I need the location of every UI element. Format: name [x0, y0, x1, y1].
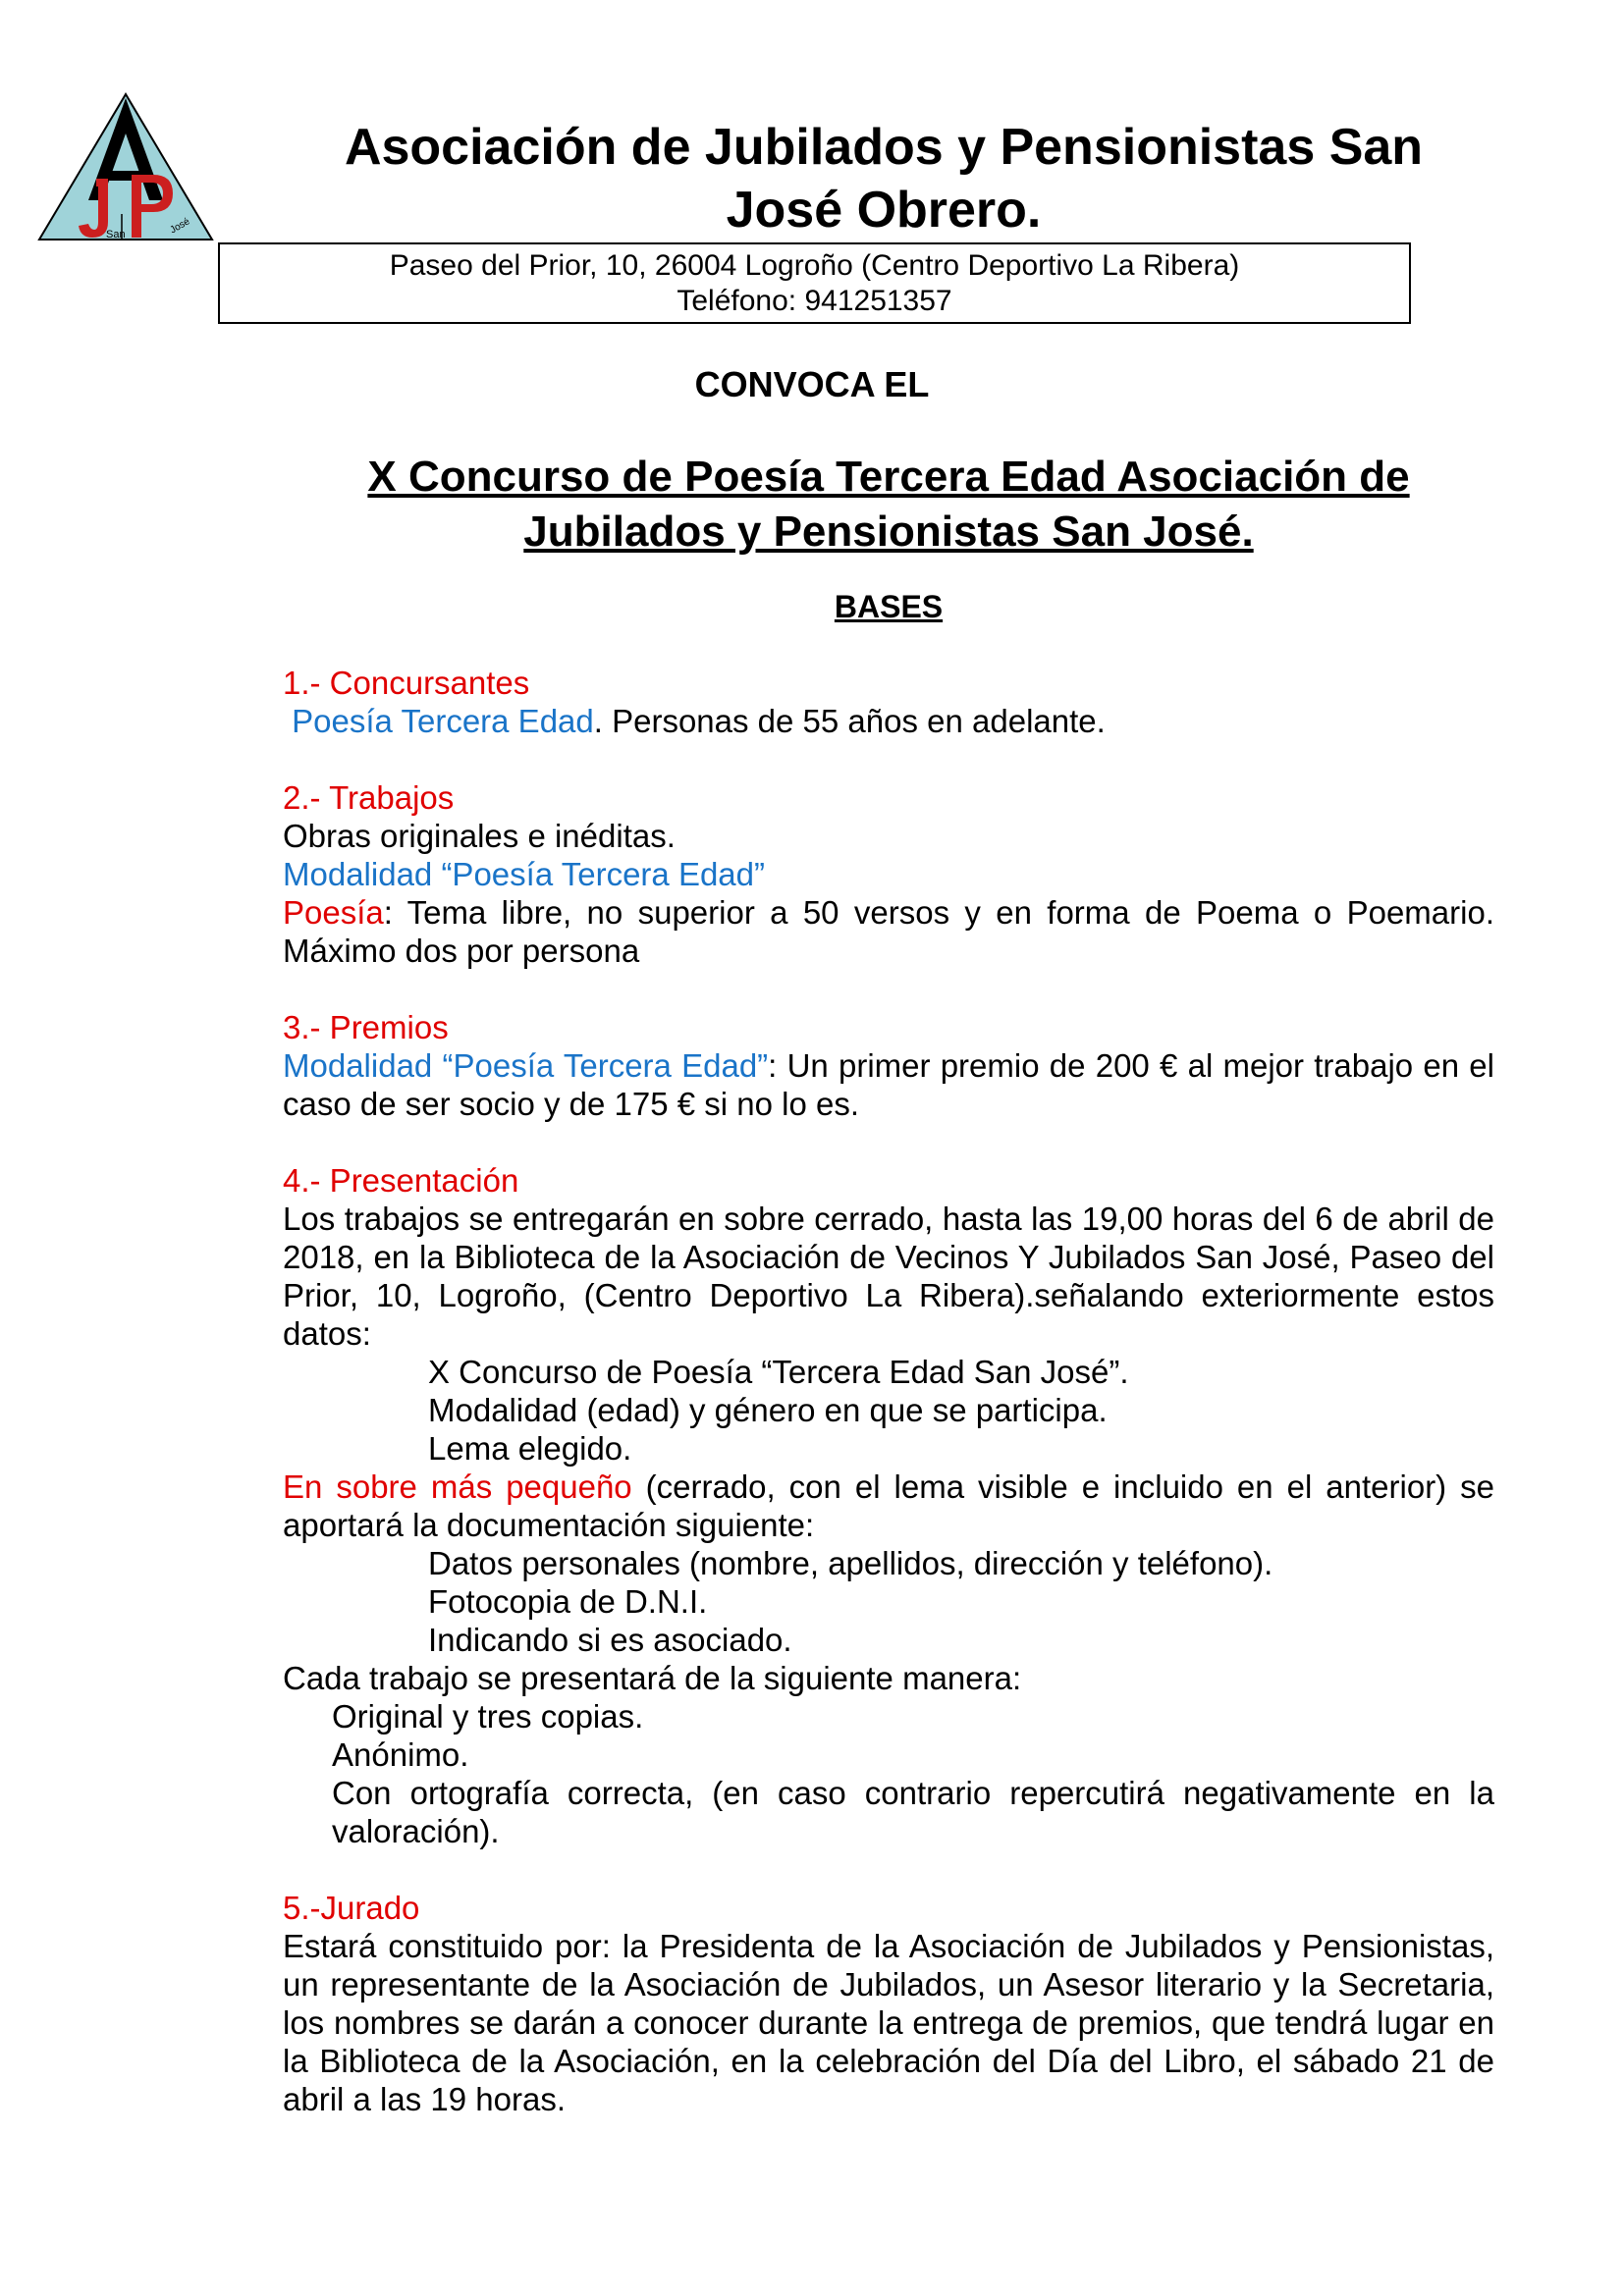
section-presentacion — [283, 1161, 1494, 1850]
data-item: Lema elegido. — [428, 1430, 632, 1467]
section-heading: 1.- Concursantes — [283, 665, 530, 701]
convoca-heading: CONVOCA EL — [694, 364, 930, 404]
contest-title-line1: X Concurso de Poesía Tercera Edad Asociación de — [367, 453, 1410, 501]
section-concursantes — [283, 664, 1494, 740]
section-heading: 2.- Trabajos — [283, 779, 455, 816]
doc-item: Fotocopia de D.N.I. — [428, 1583, 708, 1620]
body-text: Obras originales e inéditas. — [283, 818, 676, 854]
section-heading: 5.-Jurado — [283, 1890, 420, 1926]
section-premios — [283, 1008, 1494, 1123]
doc-item: Indicando si es asociado. — [428, 1622, 792, 1658]
contest-title — [295, 450, 1483, 560]
doc-item: Datos personales (nombre, apellidos, dirección y teléfono). — [428, 1545, 1273, 1581]
poesia-text: : Tema libre, no superior a 50 versos y en forma de Poema o Poemario. Máximo dos por persona — [283, 894, 1494, 969]
data-item: X Concurso de Poesía “Tercera Edad San José”. — [428, 1354, 1129, 1390]
association-logo — [37, 92, 214, 241]
manner-item: Con ortografía correcta, (en caso contrario repercutirá negativamente en la valoración). — [332, 1775, 1494, 1849]
bases-heading: BASES — [834, 589, 944, 624]
bases-body — [283, 664, 1494, 2157]
address-box — [218, 242, 1411, 324]
organization-title-line1: Asociación de Jubilados y Pensionistas San — [344, 119, 1424, 176]
address-line: Paseo del Prior, 10, 26004 Logroño (Centro Deportivo La Ribera) — [389, 249, 1240, 282]
section-heading: 4.- Presentación — [283, 1162, 519, 1199]
section-trabajos — [283, 778, 1494, 970]
presentacion-paragraph: Los trabajos se entregarán en sobre cerrado, hasta las 19,00 horas del 6 de abril de 2018, en la Biblioteca de la Asociación de Vecinos Y Jubilados San José, Paseo del Prior, 10, Logroño, (Centro Deportivo La Ribera).señalando exteriormente estos datos: — [283, 1201, 1494, 1352]
highlight-text: Poesía Tercera Edad — [283, 703, 594, 739]
manner-item: Original y tres copias. — [332, 1698, 644, 1735]
data-item: Modalidad (edad) y género en que se participa. — [428, 1392, 1108, 1428]
section-heading: 3.- Premios — [283, 1009, 449, 1045]
cada-trabajo-text: Cada trabajo se presentará de la siguiente manera: — [283, 1660, 1022, 1696]
modalidad-text: Modalidad “Poesía Tercera Edad” — [283, 856, 766, 892]
section-text — [283, 702, 1494, 740]
sobre-text: (cerrado, con el lema visible e incluido en el anterior) se aportará la documentación siguiente: — [283, 1468, 1494, 1543]
logo-seal-left: San — [106, 229, 126, 240]
poesia-paragraph — [283, 893, 1494, 970]
organization-title — [216, 116, 1551, 241]
section-jurado — [283, 1889, 1494, 2118]
organization-title-line2: José Obrero. — [726, 182, 1042, 239]
modalidad-text: Modalidad “Poesía Tercera Edad” — [283, 1047, 769, 1084]
sobre-paragraph — [283, 1468, 1494, 1544]
premios-text: : Un primer premio de 200 € al mejor trabajo en el caso de ser socio y de 175 € si no lo es. — [283, 1047, 1494, 1122]
body-text: . Personas de 55 años en adelante. — [593, 703, 1106, 739]
poesia-label: Poesía — [283, 894, 384, 931]
logo-seal-right: José — [168, 216, 192, 237]
contest-title-line2: Jubilados y Pensionistas San José. — [523, 507, 1254, 556]
sobre-label: En sobre más pequeño — [283, 1468, 632, 1505]
premios-paragraph — [283, 1046, 1494, 1123]
manner-item: Anónimo. — [332, 1736, 469, 1773]
phone-line: Teléfono: 941251357 — [677, 285, 952, 317]
jurado-paragraph: Estará constituido por: la Presidenta de la Asociación de Jubilados y Pensionistas, un representante de la Asociación de Jubilados, un Asesor literario y la Secretaria, los nombres se darán a conocer durante la entrega de premios, que tendrá lugar en la Biblioteca de la Asociación, en la celebración del Día del Libro, el sábado 21 de abril a las 19 horas. — [283, 1928, 1494, 2117]
